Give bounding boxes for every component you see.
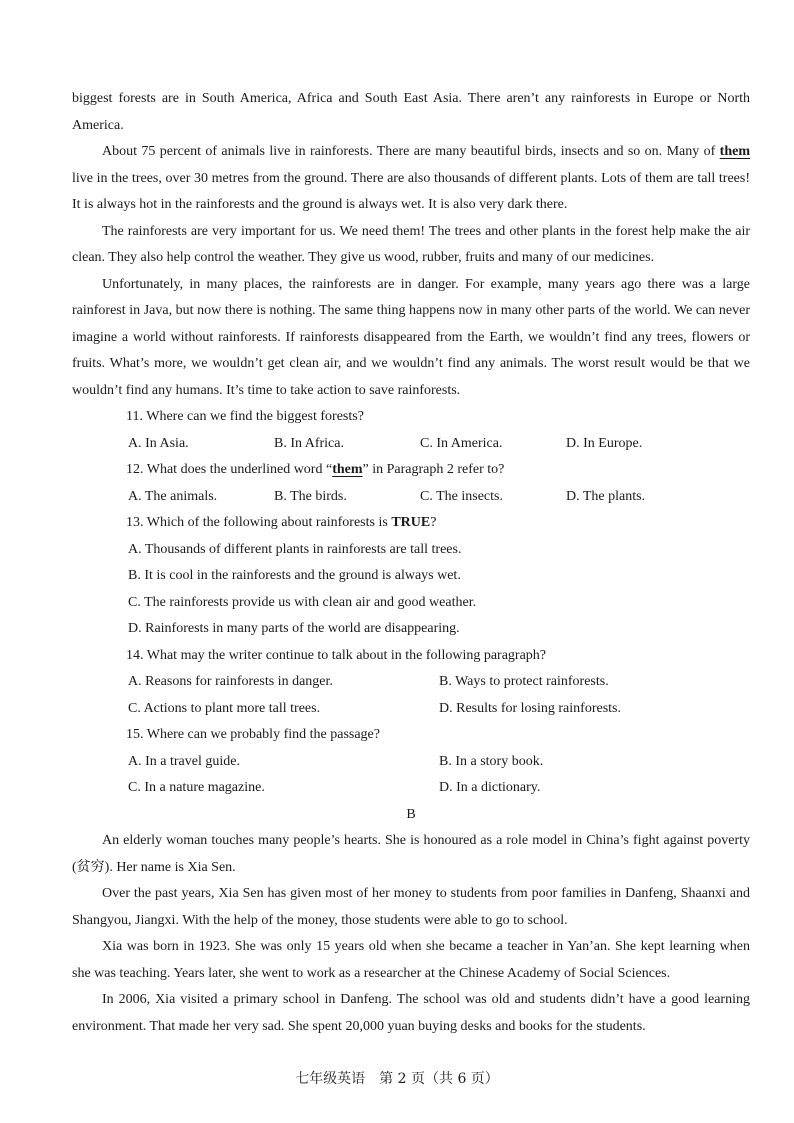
question-15-options-row-2 [72, 775, 750, 802]
q12-underlined-word: them [332, 462, 363, 477]
q13-option-a: A. Thousands of different plants in rainforests are tall trees. [128, 541, 462, 557]
underlined-word-them: them [719, 144, 750, 159]
paragraph-2-end: live in the trees, over 30 metres from the ground. There are also thousands of different plants. Lots of them are tall trees! It is always hot in the rainforests and the ground is always wet. It is also very dark there. [72, 170, 750, 212]
exam-page [72, 86, 750, 1040]
passage-a-paragraph-3: The rainforests are very important for us. We need them! The trees and other plants in the forest help make the air clean. They also help control the weather. They give us wood, rubber, fruits and many of our medicines. [72, 223, 750, 265]
question-15-options-row-1 [72, 749, 750, 776]
passage-b-paragraph-3: Xia was born in 1923. She was only 15 years old when she became a teacher in Yan’an. She kept learning when she was teaching. Years later, she went to work as a researcher at the Chinese Academy of Social Sciences. [72, 939, 750, 981]
question-12-options [72, 484, 750, 511]
passage-a-paragraph-2 [72, 139, 750, 219]
q14-option-d: D. Results for losing rainforests. [439, 700, 621, 716]
q12-stem-end: ” in Paragraph 2 refer to? [362, 462, 505, 477]
passage-b-paragraph-4: In 2006, Xia visited a primary school in Danfeng. The school was old and students didn’t have a good learning environment. That made her very sad. She spent 20,000 yuan buying desks and books for the students. [72, 992, 750, 1034]
q11-option-b: B. In Africa. [274, 435, 344, 451]
question-14-options-row-1 [72, 669, 750, 696]
q15-option-d: D. In a dictionary. [439, 780, 541, 795]
question-14-stem: 14. What may the writer continue to talk about in the following paragraph? [126, 647, 547, 663]
paragraph-2-start: About 75 percent of animals live in rainforests. There are many beautiful birds, insects and so on. Many of [102, 144, 720, 159]
q11-option-d: D. In Europe. [566, 435, 643, 451]
question-15-stem: 15. Where can we probably find the passage? [126, 727, 380, 742]
q12-stem-start: 12. What does the underlined word “ [126, 462, 333, 477]
q14-option-c: C. Actions to plant more tall trees. [128, 700, 321, 716]
q13-stem-start: 13. Which of the following about rainforests is [126, 515, 392, 530]
question-13-stem [72, 510, 750, 537]
q15-option-c: C. In a nature magazine. [128, 780, 265, 795]
page-footer: 七年级英语 第 2 页（共 6 页） [295, 1071, 499, 1087]
passage-b-paragraph-2: Over the past years, Xia Sen has given most of her money to students from poor families in Danfeng, Shaanxi and Shangyou, Jiangxi. With the help of the money, those students were able to go to school. [72, 886, 750, 928]
q13-option-c: C. The rainforests provide us with clean air and good weather. [128, 594, 477, 610]
question-12-stem [72, 457, 750, 484]
passage-a-paragraph-1: biggest forests are in South America, Africa and South East Asia. There aren’t any rainforests in Europe or North America. [72, 91, 750, 133]
q12-option-c: C. The insects. [420, 488, 503, 504]
q12-option-a: A. The animals. [128, 488, 218, 504]
q14-option-b: B. Ways to protect rainforests. [439, 674, 609, 689]
q15-option-a: A. In a travel guide. [128, 753, 240, 769]
question-14-options-row-2 [72, 696, 750, 723]
q13-option-d: D. Rainforests in many parts of the world are disappearing. [128, 621, 460, 636]
section-b-heading: B [406, 806, 416, 822]
q11-option-c: C. In America. [420, 435, 503, 451]
q13-bold-word: TRUE [391, 515, 431, 530]
q12-option-b: B. The birds. [274, 488, 347, 504]
q13-option-b: B. It is cool in the rainforests and the ground is always wet. [128, 568, 461, 583]
question-11-stem: 11. Where can we find the biggest forests? [126, 409, 364, 424]
q13-stem-end: ? [430, 515, 437, 530]
q14-option-a: A. Reasons for rainforests in danger. [128, 674, 333, 689]
q12-option-d: D. The plants. [566, 488, 646, 504]
passage-a-paragraph-4: Unfortunately, in many places, the rainforests are in danger. For example, many years ago there was a large rainforest in Java, but now there is nothing. The same thing happens now in many other parts of the world. We can never imagine a world without rainforests. If rainforests disappeared from the Earth, we wouldn’t find any trees, flowers or fruits. What’s more, we wouldn’t get clean air, and we wouldn’t find any animals. The worst result would be that we wouldn’t find any humans. It’s time to take action to save rainforests. [72, 276, 750, 398]
q11-option-a: A. In Asia. [128, 435, 189, 451]
passage-b-paragraph-1: An elderly woman touches many people’s hearts. She is honoured as a role model in China’s fight against poverty (贫穷). Her name is Xia Sen. [72, 833, 750, 875]
q15-option-b: B. In a story book. [439, 753, 544, 769]
question-11-options [72, 431, 750, 458]
